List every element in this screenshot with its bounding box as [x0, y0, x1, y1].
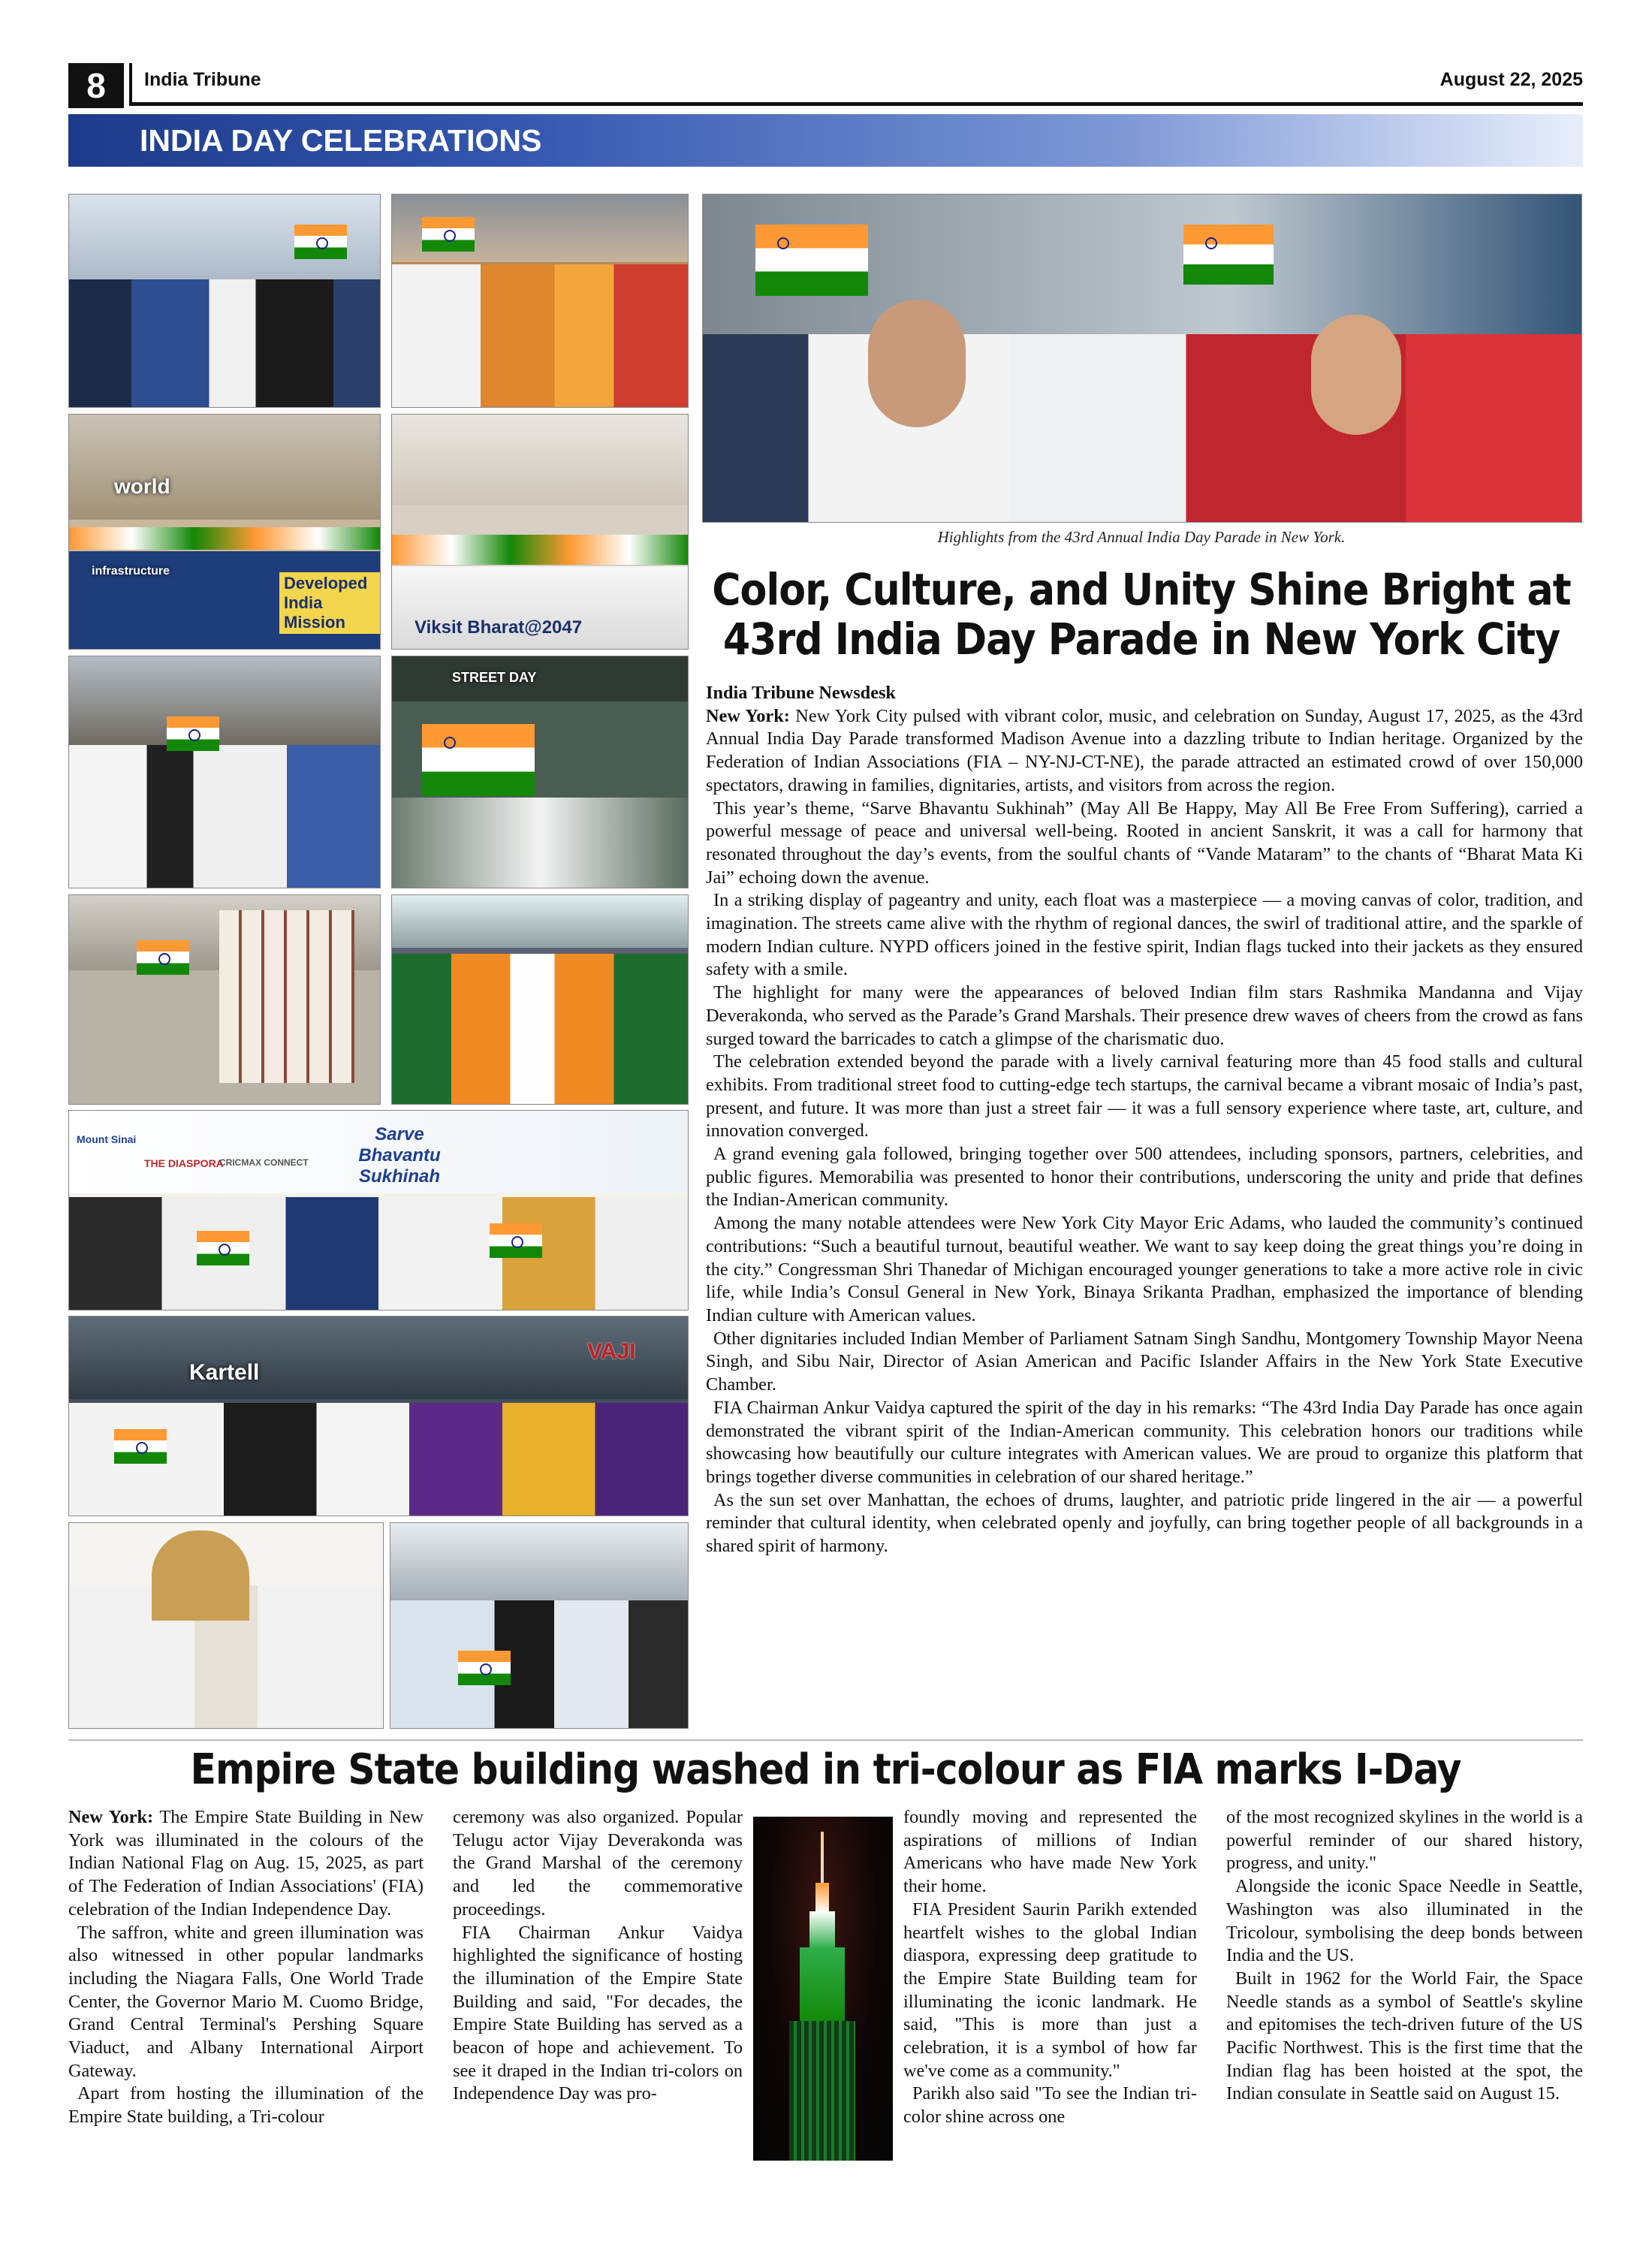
photo-parade-crowd-dancers: [391, 194, 689, 408]
photo-kartell-float: [68, 1316, 689, 1516]
kartell-sign: Kartell: [189, 1360, 260, 1385]
article-byline: India Tribune Newsdesk: [706, 683, 896, 703]
photo-empire-state-building: [753, 1817, 893, 2161]
float-banner-text: Developed India Mission: [279, 572, 380, 634]
photo-man-with-flag: [391, 656, 689, 888]
actor-figure: [868, 300, 966, 427]
second-story-column-3: [903, 1806, 1197, 2129]
main-headline-line2: 43rd India Day Parade in New York City: [722, 614, 1560, 665]
page-number: 8: [68, 63, 124, 108]
photo-developed-india-float: [68, 414, 381, 650]
second-story-column-2: [453, 1806, 743, 2106]
esb-paragraph-7: FIA President Saurin Parikh extended heartfelt wishes to the global Indian diaspora, expressing deep gratitude to the Empire State Building team for illuminating the iconic landmark. He said, "This is more than just a celebration, it is a symbol of how far we've come as a community.": [903, 1899, 1197, 2081]
article-paragraph-7: Among the many notable attendees were New York City Mayor Eric Adams, who lauded the community’s continued contributions: “Such a beautiful turnout, beautiful weather. We want to say keep doing the great things you’re doing in the city.” Congressman Shri Thanedar of Michigan encouraged younger generations to take a more active role in civic life, while India’s Consul General in New York, Binaya Srikanta Pradhan, emphasized the importance of blending Indian culture with American values.: [706, 1213, 1583, 1326]
article-paragraph-3: In a striking display of pageantry and unity, each float was a masterpiece — a moving canvas of color, tradition, and imagination. The streets came alive with the rhythm of regional dances, the swirl of traditional attire, and the sparkle of modern Indian culture. NYPD officers joined in the festive spirit, Indian flags tucked into their jackets as they ensured safety with a smile.: [706, 890, 1583, 980]
main-headline: [702, 565, 1581, 664]
main-headline-line1: Color, Culture, and Unity Shine Bright at: [712, 564, 1571, 615]
actress-figure: [1311, 315, 1401, 435]
esb-dateline: New York:: [68, 1807, 154, 1827]
esb-paragraph-3: Apart from hosting the illumination of the Empire State building, a Tri-colour: [68, 2083, 424, 2128]
esb-paragraph-9: of the most recognized skylines in the world is a powerful reminder of our shared history, progress, and unity.": [1226, 1807, 1583, 1874]
header-rule: [129, 102, 1583, 106]
photo-parade-officials: [68, 194, 381, 408]
banner-vaji: VAJI: [587, 1339, 636, 1364]
section-title: INDIA DAY CELEBRATIONS: [140, 123, 542, 158]
turban-figure: [152, 1531, 249, 1621]
photo-sarve-bhavantu-stage: [68, 1522, 384, 1729]
article-paragraph-8: Other dignitaries included Indian Member of Parliament Satnam Singh Sandhu, Montgomery Township Mayor Neena Singh, and Sibu Nair, Director of Asian American and Pacific Islander Affairs in the New York State Executive Chamber.: [706, 1328, 1583, 1395]
main-article-body: [706, 682, 1583, 1558]
esb-paragraph-1-text: The Empire State Building in New York was illuminated in the colours of the Indian National Flag on Aug. 15, 2025, as part of The Federation of Indian Associations' (FIA) celebration of the Indian Independence Day.: [68, 1807, 424, 1920]
photo-grand-marshals-hero: [702, 194, 1582, 523]
stage-banner-theme: Sarve Bhavantu Sukhinah: [358, 1124, 441, 1187]
photo-temple-float: [68, 894, 381, 1105]
esb-paragraph-11: Built in 1962 for the World Fair, the Space Needle stands as a symbol of Seattle's skyline and epitomises the tech-driven future of the US Pacific Northwest. This is the first time that the Indian flag has been hoisted at the spot, the Indian consulate in Seattle said on August 15.: [1226, 1968, 1583, 2104]
stage-banner-sponsor-3: CRICMAX CONNECT: [219, 1157, 309, 1168]
article-paragraph-4: The highlight for many were the appearances of beloved Indian film stars Rashmika Mandanna and Vijay Deverakonda, who served as the Parade’s Grand Marshals. Their presence drew waves of cheers from the crowd as fans surged toward the barricades to catch a glimpse of the charismatic duo.: [706, 982, 1583, 1049]
issue-date: August 22, 2025: [1439, 69, 1583, 90]
stage-banner-sponsor-1: Mount Sinai: [77, 1133, 137, 1145]
photo-dancers-float: [391, 894, 689, 1105]
article-paragraph-1-text: New York City pulsed with vibrant color, music, and celebration on Sunday, August 17, 2025, as the 43rd Annual India Day Parade transformed Madison Avenue into a dazzling tribute to Indian heritage. Organized by the Federation of Indian Associations (FIA – NY-NJ-CT-NE), the parade attracted an estimated crowd of over 150,000 spectators, drawing in families, dignitaries, artists, and visitors from across the region.: [706, 705, 1583, 795]
esb-paragraph-8: Parikh also said "To see the Indian tri-color shine across one: [903, 2083, 1197, 2128]
article-paragraph-9: FIA Chairman Ankur Vaidya captured the spirit of the day in his remarks: “The 43rd India Day Parade has once again demonstrated the vibrant spirit of the Indian-American community. This celebration honors our traditions while showcasing how beautifully our culture integrates with American values. We are proud to organize this platform that brings together diverse communities in celebration of our shared heritage.”: [706, 1397, 1583, 1487]
publication-name: India Tribune: [144, 69, 261, 90]
dateline: New York:: [706, 705, 790, 726]
header-divider: [129, 63, 132, 105]
street-sign-text: STREET DAY: [452, 670, 537, 685]
article-paragraph-2: This year’s theme, “Sarve Bhavantu Sukhinah” (May All Be Happy, May All Be Free From Suffering), carried a powerful message of peace and universal well-being. Rooted in ancient Sanskrit, it was a call for harmony that resonated throughout the day’s events, from the soulful chants of “Vande Mataram” to the chants of “Bharat Mata Ki Jai” echoing down the avenue.: [706, 798, 1583, 888]
photo-waving-dignitaries: [390, 1522, 689, 1729]
photo-stage-dignitaries: [68, 1110, 689, 1310]
photo-viksit-bharat-float: [391, 414, 689, 650]
esb-paragraph-6: foundly moving and represented the aspirations of millions of Indian Americans who have made New York their home.: [903, 1807, 1197, 1897]
hero-photo-caption: Highlights from the 43rd Annual India Day Parade in New York.: [937, 528, 1346, 546]
story-divider: [68, 1739, 1583, 1741]
esb-paragraph-10: Alongside the iconic Space Needle in Seattle, Washington was also illuminated in the Tricolour, symbolising the deep bonds between India and the US.: [1226, 1876, 1583, 1966]
second-story-column-1: [68, 1806, 424, 2129]
photo-flag-marchers: [68, 656, 381, 888]
article-paragraph-5: The celebration extended beyond the parade with a lively carnival featuring more than 45 food stalls and cultural exhibits. From traditional street food to cutting-edge tech startups, the carnival became a vibrant mosaic of India’s past, present, and future. It was more than just a street fair — it was a full sensory experience where taste, art, culture, and innovation converged.: [706, 1051, 1583, 1142]
esb-paragraph-2: The saffron, white and green illumination was also witnessed in other popular landmarks including the Niagara Falls, One World Trade Center, the Governor Mario M. Cuomo Bridge, Grand Central Terminal's Pershing Square Viaduct, and Albany International Airport Gateway.: [68, 1922, 424, 2081]
second-headline: Empire State building washed in tri-colour as FIA marks I-Day: [190, 1745, 1461, 1794]
article-paragraph-1: [706, 705, 1583, 798]
esb-paragraph-5: FIA Chairman Ankur Vaidya highlighted the significance of hosting the illumination of the Empire State Building and said, "For decades, the Empire State Building has served as a beacon of hope and achievement. To see it draped in the Indian tri-colors on Independence Day was pro-: [453, 1922, 743, 2104]
article-paragraph-10: As the sun set over Manhattan, the echoes of drums, laughter, and patriotic pride lingered in the air — a powerful reminder that cultural identity, when celebrated openly and joyfully, can bring together people of all backgrounds in a shared spirit of harmony.: [706, 1489, 1583, 1557]
esb-paragraph-4: ceremony was also organized. Popular Telugu actor Vijay Deverakonda was the Grand Marshal of the ceremony and led the commemorative proceedings.: [453, 1807, 743, 1920]
float-world-text: world: [114, 475, 170, 498]
article-paragraph-6: A grand evening gala followed, bringing together over 500 attendees, including sponsors, partners, celebrities, and public figures. Memorabilia was presented to honor their contributions, underscoring the unity and pride that defines the Indian-American community.: [706, 1144, 1583, 1211]
float-infrastructure-text: infrastructure: [92, 565, 170, 578]
second-story-column-4: [1226, 1806, 1583, 2106]
float-viksit-text: Viksit Bharat@2047: [415, 617, 583, 638]
stage-banner-sponsor-2: THE DIASPORA: [144, 1157, 224, 1169]
esb-paragraph-1: [68, 1806, 424, 1922]
